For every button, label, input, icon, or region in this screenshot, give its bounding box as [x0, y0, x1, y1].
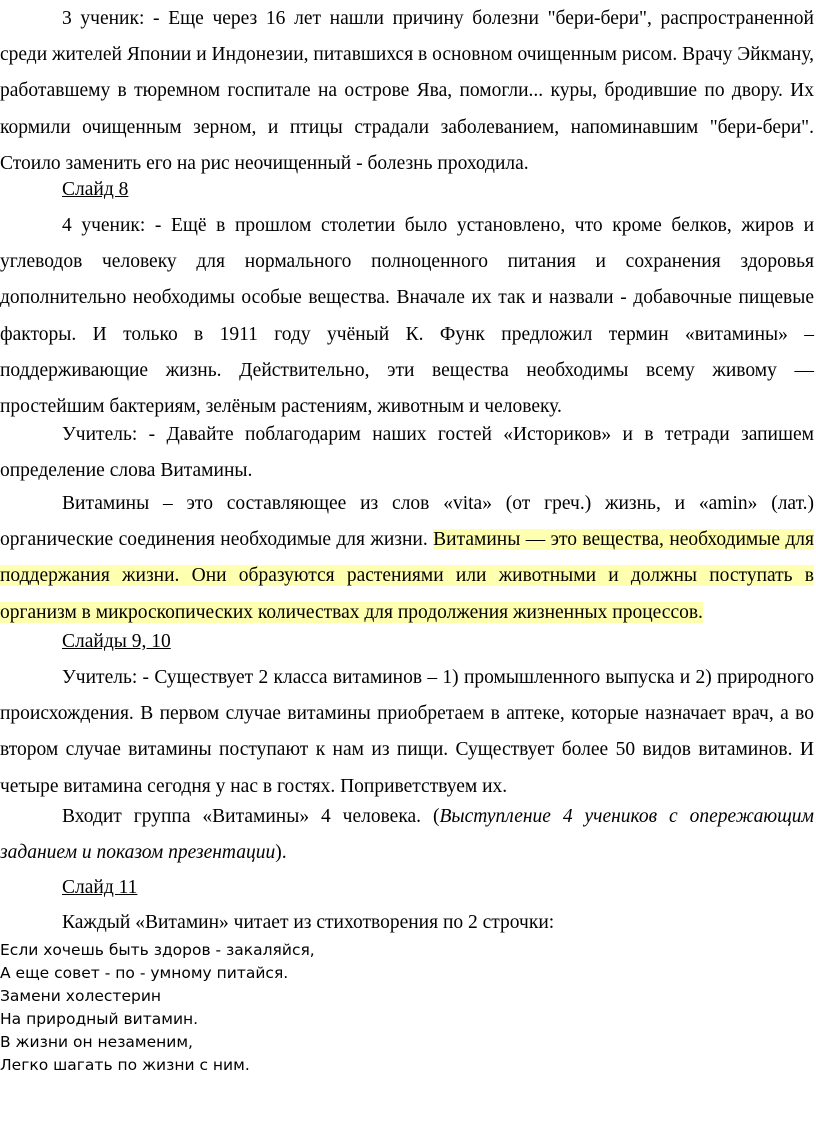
poem-line: В жизни он незаменим, [0, 1033, 193, 1051]
paragraph-group-enters [0, 799, 814, 871]
definition-plain-text: Витамины – это составляющее из слов «vita» (от греч.) жизнь, и «amin» (лат.) органические соединения необходимые для жизни. [0, 493, 814, 551]
paragraph-each-vitamin-reads: Каждый «Витамин» читает из стихотворения по 2 строчки: [62, 912, 555, 933]
group-enters-end: ). [275, 842, 287, 864]
group-enters-italic: Выступление 4 учеников с опережающим заданием и показом презентации [0, 806, 814, 864]
slide-9-10-label: Слайды 9, 10 [62, 631, 171, 652]
poem [0, 939, 315, 1077]
poem-line: На природный витамин. [0, 1010, 199, 1028]
paragraph-student4: 4 ученик: - Ещё в прошлом столетии было установлено, что кроме белков, жиров и углеводов человеку для нормального полноценного питания и сохранения здоровья дополнительно необходимы особые вещества. Вначале их так и назвали - добавочные пищевые факторы. И только в 1911 году учёный К. Функ предложил термин «витамины» – поддерживающие жизнь. Действительно, эти вещества необходимы всему живому — простейшим бактериям, зелёным растениям, животным и человеку. [0, 215, 814, 418]
poem-line: Легко шагать по жизни с ним. [0, 1056, 250, 1074]
paragraph-teacher-classes: Учитель: - Существует 2 класса витаминов – 1) промышленного выпуска и 2) природного происхождения. В первом случае витамины приобретаем в аптеке, которые назначает врач, а во втором случае витамины поступают к нам из пищи. Существует более 50 видов витаминов. И четыре витамина сегодня у нас в гостях. Поприветствуем их. [0, 667, 814, 797]
poem-line: Если хочешь быть здоров - закаляйся, [0, 941, 315, 959]
paragraph-student3: 3 ученик: - Еще через 16 лет нашли причину болезни "бери-бери", распространенной среди жителей Японии и Индонезии, питавшихся в основном очищенным рисом. Врачу Эйкману, работавшему в тюремном госпитале на острове Ява, помогли... куры, бродившие по двору. Их кормили очищенным зерном, и птицы страдали заболеванием, напоминавшим "бери-бери". Стоило заменить его на рис неочищенный - болезнь проходила. [0, 8, 814, 174]
poem-line: А еще совет - по - умному питайся. [0, 964, 289, 982]
definition-highlighted-text: Витамины — это вещества, необходимые для поддержания жизни. Они образуются растениями или животными и должны поступать в организм в микроскопических количествах для продолжения жизненных процессов. [0, 529, 815, 623]
paragraph-vitamin-definition [0, 486, 814, 631]
slide-11-label: Слайд 11 [62, 877, 138, 898]
slide-8-label: Слайд 8 [62, 179, 129, 200]
group-enters-text: Входит группа «Витамины» 4 человека. ( [62, 806, 440, 827]
paragraph-teacher-thanks: Учитель: - Давайте поблагодарим наших гостей «Историков» и в тетради запишем определение слова Витамины. [0, 424, 814, 482]
poem-line: Замени холестерин [0, 987, 162, 1005]
